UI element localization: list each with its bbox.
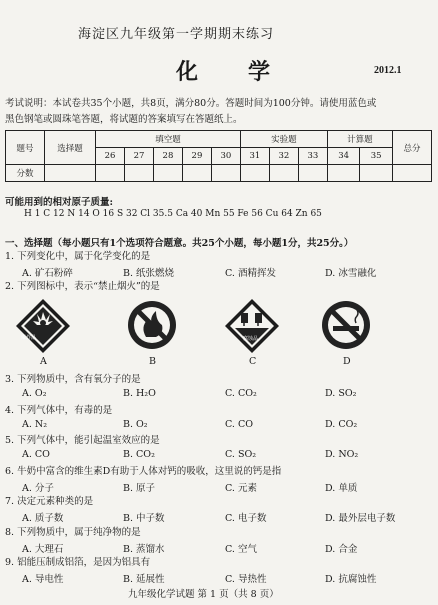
option[interactable]: B. CO₂ [123,449,155,460]
atomic-mass-title: 可能用到的相对原子质量: [5,197,114,208]
option[interactable]: A. 分子 [22,483,54,494]
table-header-total: 总分 [393,131,432,165]
option[interactable]: B. 原子 [123,483,156,494]
table-cell[interactable] [393,165,432,182]
instructions-line2: 黑色钢笔或圆珠笔答题，将试题的答案填写在答题纸上。 [5,114,243,125]
table-cell[interactable] [269,165,298,182]
table-cell[interactable] [96,165,125,182]
table-header-number: 题号 [6,131,45,165]
option[interactable]: A. 导电性 [22,574,64,585]
option[interactable]: B. 延展性 [123,574,165,585]
option[interactable]: A. CO [22,449,50,460]
table-cell[interactable] [182,165,211,182]
question-stem: 6. 牛奶中富含的维生素D有助于人体对钙的吸收，这里说的钙是指 [5,466,282,477]
option[interactable]: C. 导热性 [225,574,267,585]
table-cell-q34: 34 [327,148,359,165]
option[interactable]: C. 酒精挥发 [225,268,276,279]
option[interactable]: A [40,356,47,367]
table-cell-q32: 32 [269,148,298,165]
option[interactable]: B [149,356,156,367]
table-cell[interactable] [45,165,96,182]
option[interactable]: C. CO₂ [225,388,257,399]
option[interactable]: D. 合金 [325,544,358,555]
table-cell[interactable] [153,165,182,182]
page-footer: 九年级化学试题 第 1 页（共 8 页） [128,589,279,600]
option[interactable]: B. 蒸馏水 [123,544,165,555]
option[interactable]: D. CO₂ [325,419,358,430]
table-cell-q30: 30 [211,148,240,165]
exam-date: 2012.1 [374,65,402,76]
sign-c-label: 腐蚀品 [243,336,259,342]
table-cell-q26: 26 [96,148,125,165]
table-cell-q27: 27 [124,148,153,165]
section-title: 一、选择题（每小题只有1个选项符合题意。共25个小题，每小题1分，共25分。） [5,238,354,249]
option[interactable]: D. 最外层电子数 [325,513,396,524]
option[interactable]: C. 空气 [225,544,257,555]
table-header-experiment: 实验题 [240,131,327,148]
table-cell[interactable] [240,165,269,182]
sign-a-label: 爆炸品 [21,335,37,341]
option[interactable]: A. 大理石 [22,544,64,555]
corrosive-sign-icon [224,298,280,354]
option[interactable]: B. 纸张燃烧 [123,268,175,279]
explosive-sign-icon [15,298,71,354]
question-stem: 1. 下列变化中，属于化学变化的是 [5,251,151,262]
table-cell[interactable] [211,165,240,182]
option[interactable]: C. 电子数 [225,513,267,524]
table-cell-q29: 29 [182,148,211,165]
exam-header: 海淀区九年级第一学期期末练习 [78,27,275,42]
table-header-choice: 选择题 [45,131,96,165]
table-row-score-label: 分数 [6,165,45,182]
option[interactable]: A. O₂ [22,388,47,399]
option[interactable]: D. 单质 [325,483,358,494]
option[interactable]: D. 冰雪融化 [325,268,377,279]
option[interactable]: B. 中子数 [123,513,165,524]
table-cell[interactable] [298,165,327,182]
table-cell-q31: 31 [240,148,269,165]
question-stem: 3. 下列物质中，含有氧分子的是 [5,374,141,385]
score-table [5,130,432,182]
table-cell[interactable] [327,165,359,182]
question-stem: 7. 决定元素种类的是 [5,496,94,507]
question-stem: 9. 铝能压制成铝箔，是因为铝具有 [5,557,151,568]
question-stem: 4. 下列气体中，有毒的是 [5,405,113,416]
option[interactable]: A. N₂ [22,419,48,430]
option[interactable]: D. 抗腐蚀性 [325,574,377,585]
option[interactable]: B. H₂O [123,388,156,399]
option[interactable]: D [343,356,351,367]
option[interactable]: D. SO₂ [325,388,357,399]
option[interactable]: B. O₂ [123,419,148,430]
option[interactable]: C [249,356,257,367]
option[interactable]: C. SO₂ [225,449,257,460]
table-cell-q33: 33 [298,148,327,165]
question-stem: 2. 下列图标中，表示“禁止烟火”的是 [5,281,160,292]
table-cell[interactable] [124,165,153,182]
option[interactable]: C. CO [225,419,254,430]
table-header-calc: 计算题 [327,131,392,148]
atomic-mass-values: H 1 C 12 N 14 O 16 S 32 Cl 35.5 Ca 40 Mn 55 Fe 56 Cu 64 Zn 65 [24,209,322,219]
table-header-fill: 填空题 [96,131,241,148]
question-stem: 8. 下列物质中，属于纯净物的是 [5,527,141,538]
no-smoking-sign-icon [320,299,372,351]
no-fire-sign-icon [126,299,178,351]
option[interactable]: A. 质子数 [22,513,64,524]
option[interactable]: C. 元素 [225,483,257,494]
table-cell-q28: 28 [153,148,182,165]
question-stem: 5. 下列气体中，能引起温室效应的是 [5,435,160,446]
option[interactable]: A. 矿石粉碎 [22,268,73,279]
subject-title: 化 学 [176,59,285,85]
table-cell-q35: 35 [360,148,393,165]
option[interactable]: D. NO₂ [325,449,359,460]
instructions-line1: 考试说明：本试卷共35个小题，共8页，满分80分。答题时间为100分钟。请使用蓝色或 [5,98,377,109]
table-cell[interactable] [360,165,393,182]
